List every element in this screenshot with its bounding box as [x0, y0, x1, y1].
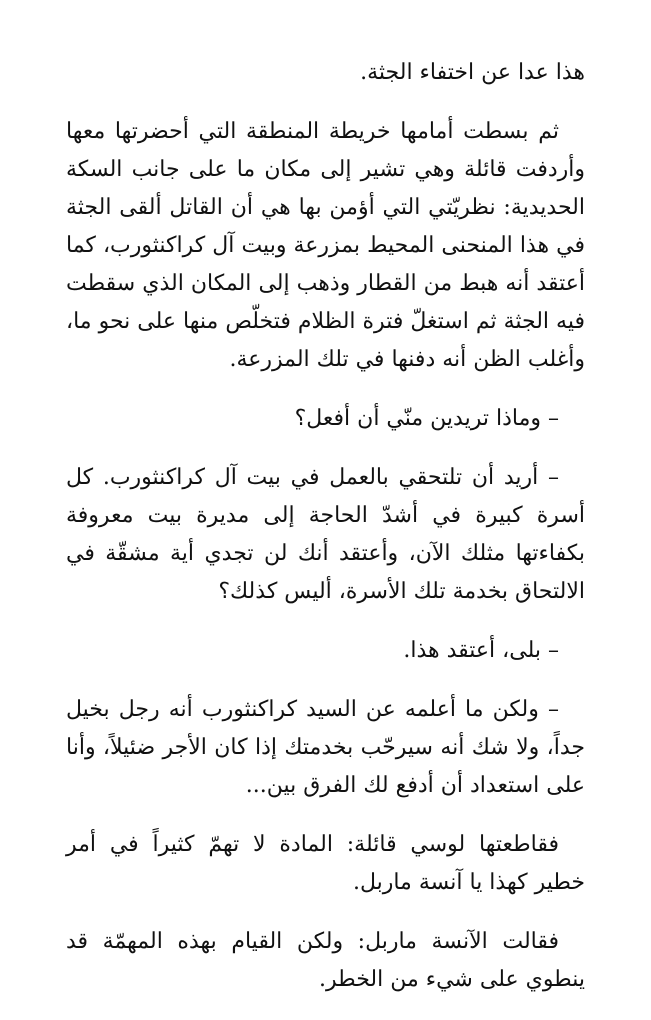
- dialogue-line-3: – بلى، أعتقد هذا.: [403, 638, 559, 663]
- book-page: [66, 54, 585, 1020]
- dialogue-line-4: – ولكن ما أعلمه عن السيد كراكنثورب أنه رجل بخيل جداً، ولا شك أنه سيرحّب بخدمتك إذا كان الأجر ضئيلاً، وأنا على استعداد أن أدفع لك الفرق بين...: [66, 697, 585, 798]
- dialogue-line-2: – أريد أن تلتحقي بالعمل في بيت آل كراكنثورب. كل أسرة كبيرة في أشدّ الحاجة إلى مديرة بيت معروفة بكفاءتها مثلك الآن، وأعتقد أنك لن تجدي أية مشقّة في الالتحاق بخدمة تلك الأسرة، أليس كذلك؟: [66, 465, 585, 604]
- paragraph-1: هذا عدا عن اختفاء الجثة.: [360, 60, 585, 85]
- paragraph-marple: فقالت الآنسة ماربل: ولكن القيام بهذه المهمّة قد ينطوي على شيء من الخطر.: [66, 929, 585, 992]
- paragraph-lucy: فقاطعتها لوسي قائلة: المادة لا تهمّ كثيراً في أمر خطير كهذا يا آنسة ماربل.: [66, 832, 585, 895]
- paragraph-2: ثم بسطت أمامها خريطة المنطقة التي أحضرتها معها وأردفت قائلة وهي تشير إلى مكان ما على جانب السكة الحديدية: نظريّتي التي أؤمن بها هي أن القاتل ألقى الجثة في هذا المنحنى المحيط بمزرعة وبيت آل كراكنثورب، كما أعتقد أنه هبط من القطار وذهب إلى المكان الذي سقطت فيه الجثة ثم استغلّ فترة الظلام فتخلّص منها على نحو ما، وأغلب الظن أنه دفنها في تلك المزرعة.: [66, 119, 585, 372]
- dialogue-line-1: – وماذا تريدين منّي أن أفعل؟: [294, 406, 559, 431]
